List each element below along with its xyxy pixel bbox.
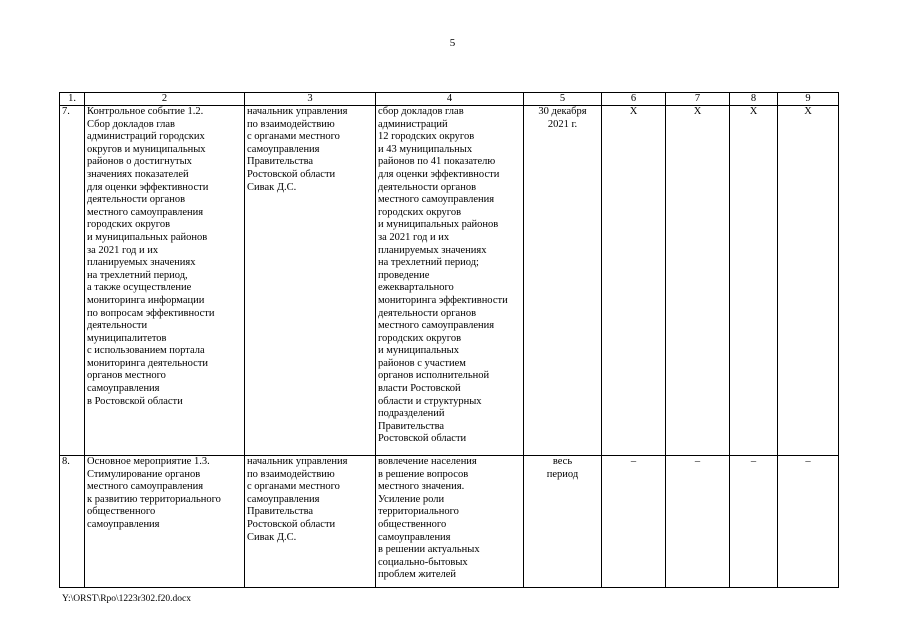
col6-cell: –: [602, 456, 666, 588]
col9-cell: –: [778, 456, 839, 588]
responsible-cell: начальник управления по взаимодействию с органами местного самоуправления Правительства Ростовской области Сивак Д.С.: [245, 106, 376, 456]
result-cell: вовлечение населения в решение вопросов местного значения. Усиление роли территориального общественного самоуправления в решении актуальных социально-бытовых проблем жителей: [376, 456, 524, 588]
event-cell: Основное мероприятие 1.3. Стимулирование органов местного самоуправления к развитию территориального общественного самоуправления: [85, 456, 245, 588]
header-col-5: 5: [524, 93, 602, 106]
table-row: [60, 106, 839, 456]
header-col-7: 7: [666, 93, 730, 106]
header-col-2: 2: [85, 93, 245, 106]
header-col-6: 6: [602, 93, 666, 106]
date-cell: 30 декабря 2021 г.: [524, 106, 602, 456]
date-cell: весь период: [524, 456, 602, 588]
header-col-1: 1.: [60, 93, 85, 106]
plan-table: [59, 92, 839, 588]
header-col-8: 8: [730, 93, 778, 106]
table-header-row: [60, 93, 839, 106]
row-number: 8.: [60, 456, 85, 588]
col7-cell: X: [666, 106, 730, 456]
page-number: 5: [449, 37, 456, 49]
header-col-9: 9: [778, 93, 839, 106]
event-cell: Контрольное событие 1.2. Сбор докладов глав администраций городских округов и муниципальных районов о достигнутых значениях показателей для оценки эффективности деятельности органов местного самоуправления городских округов и муниципальных районов за 2021 год и их планируемых значениях на трехлетний период, а также осуществление мониторинга информации по вопросам эффективности деятельности муниципалитетов с использованием портала мониторинга деятельности органов местного самоуправления в Ростовской области: [85, 106, 245, 456]
col8-cell: X: [730, 106, 778, 456]
row-number: 7.: [60, 106, 85, 456]
col9-cell: X: [778, 106, 839, 456]
result-cell: сбор докладов глав администраций 12 городских округов и 43 муниципальных районов по 41 показателю для оценки эффективности деятельности органов местного самоуправления городских округов и муниципальных районов за 2021 год и их планируемых значениях на трехлетний период; проведение ежеквартального мониторинга эффективности деятельности органов местного самоуправления городских округов и муниципальных районов с участием органов исполнительной власти Ростовской области и структурных подразделений Правительства Ростовской области: [376, 106, 524, 456]
table-row: [60, 456, 839, 588]
header-col-3: 3: [245, 93, 376, 106]
col7-cell: –: [666, 456, 730, 588]
file-path-footer: Y:\ORST\Rpo\1223r302.f20.docx: [62, 594, 191, 604]
responsible-cell: начальник управления по взаимодействию с органами местного самоуправления Правительства Ростовской области Сивак Д.С.: [245, 456, 376, 588]
col8-cell: –: [730, 456, 778, 588]
col6-cell: X: [602, 106, 666, 456]
header-col-4: 4: [376, 93, 524, 106]
